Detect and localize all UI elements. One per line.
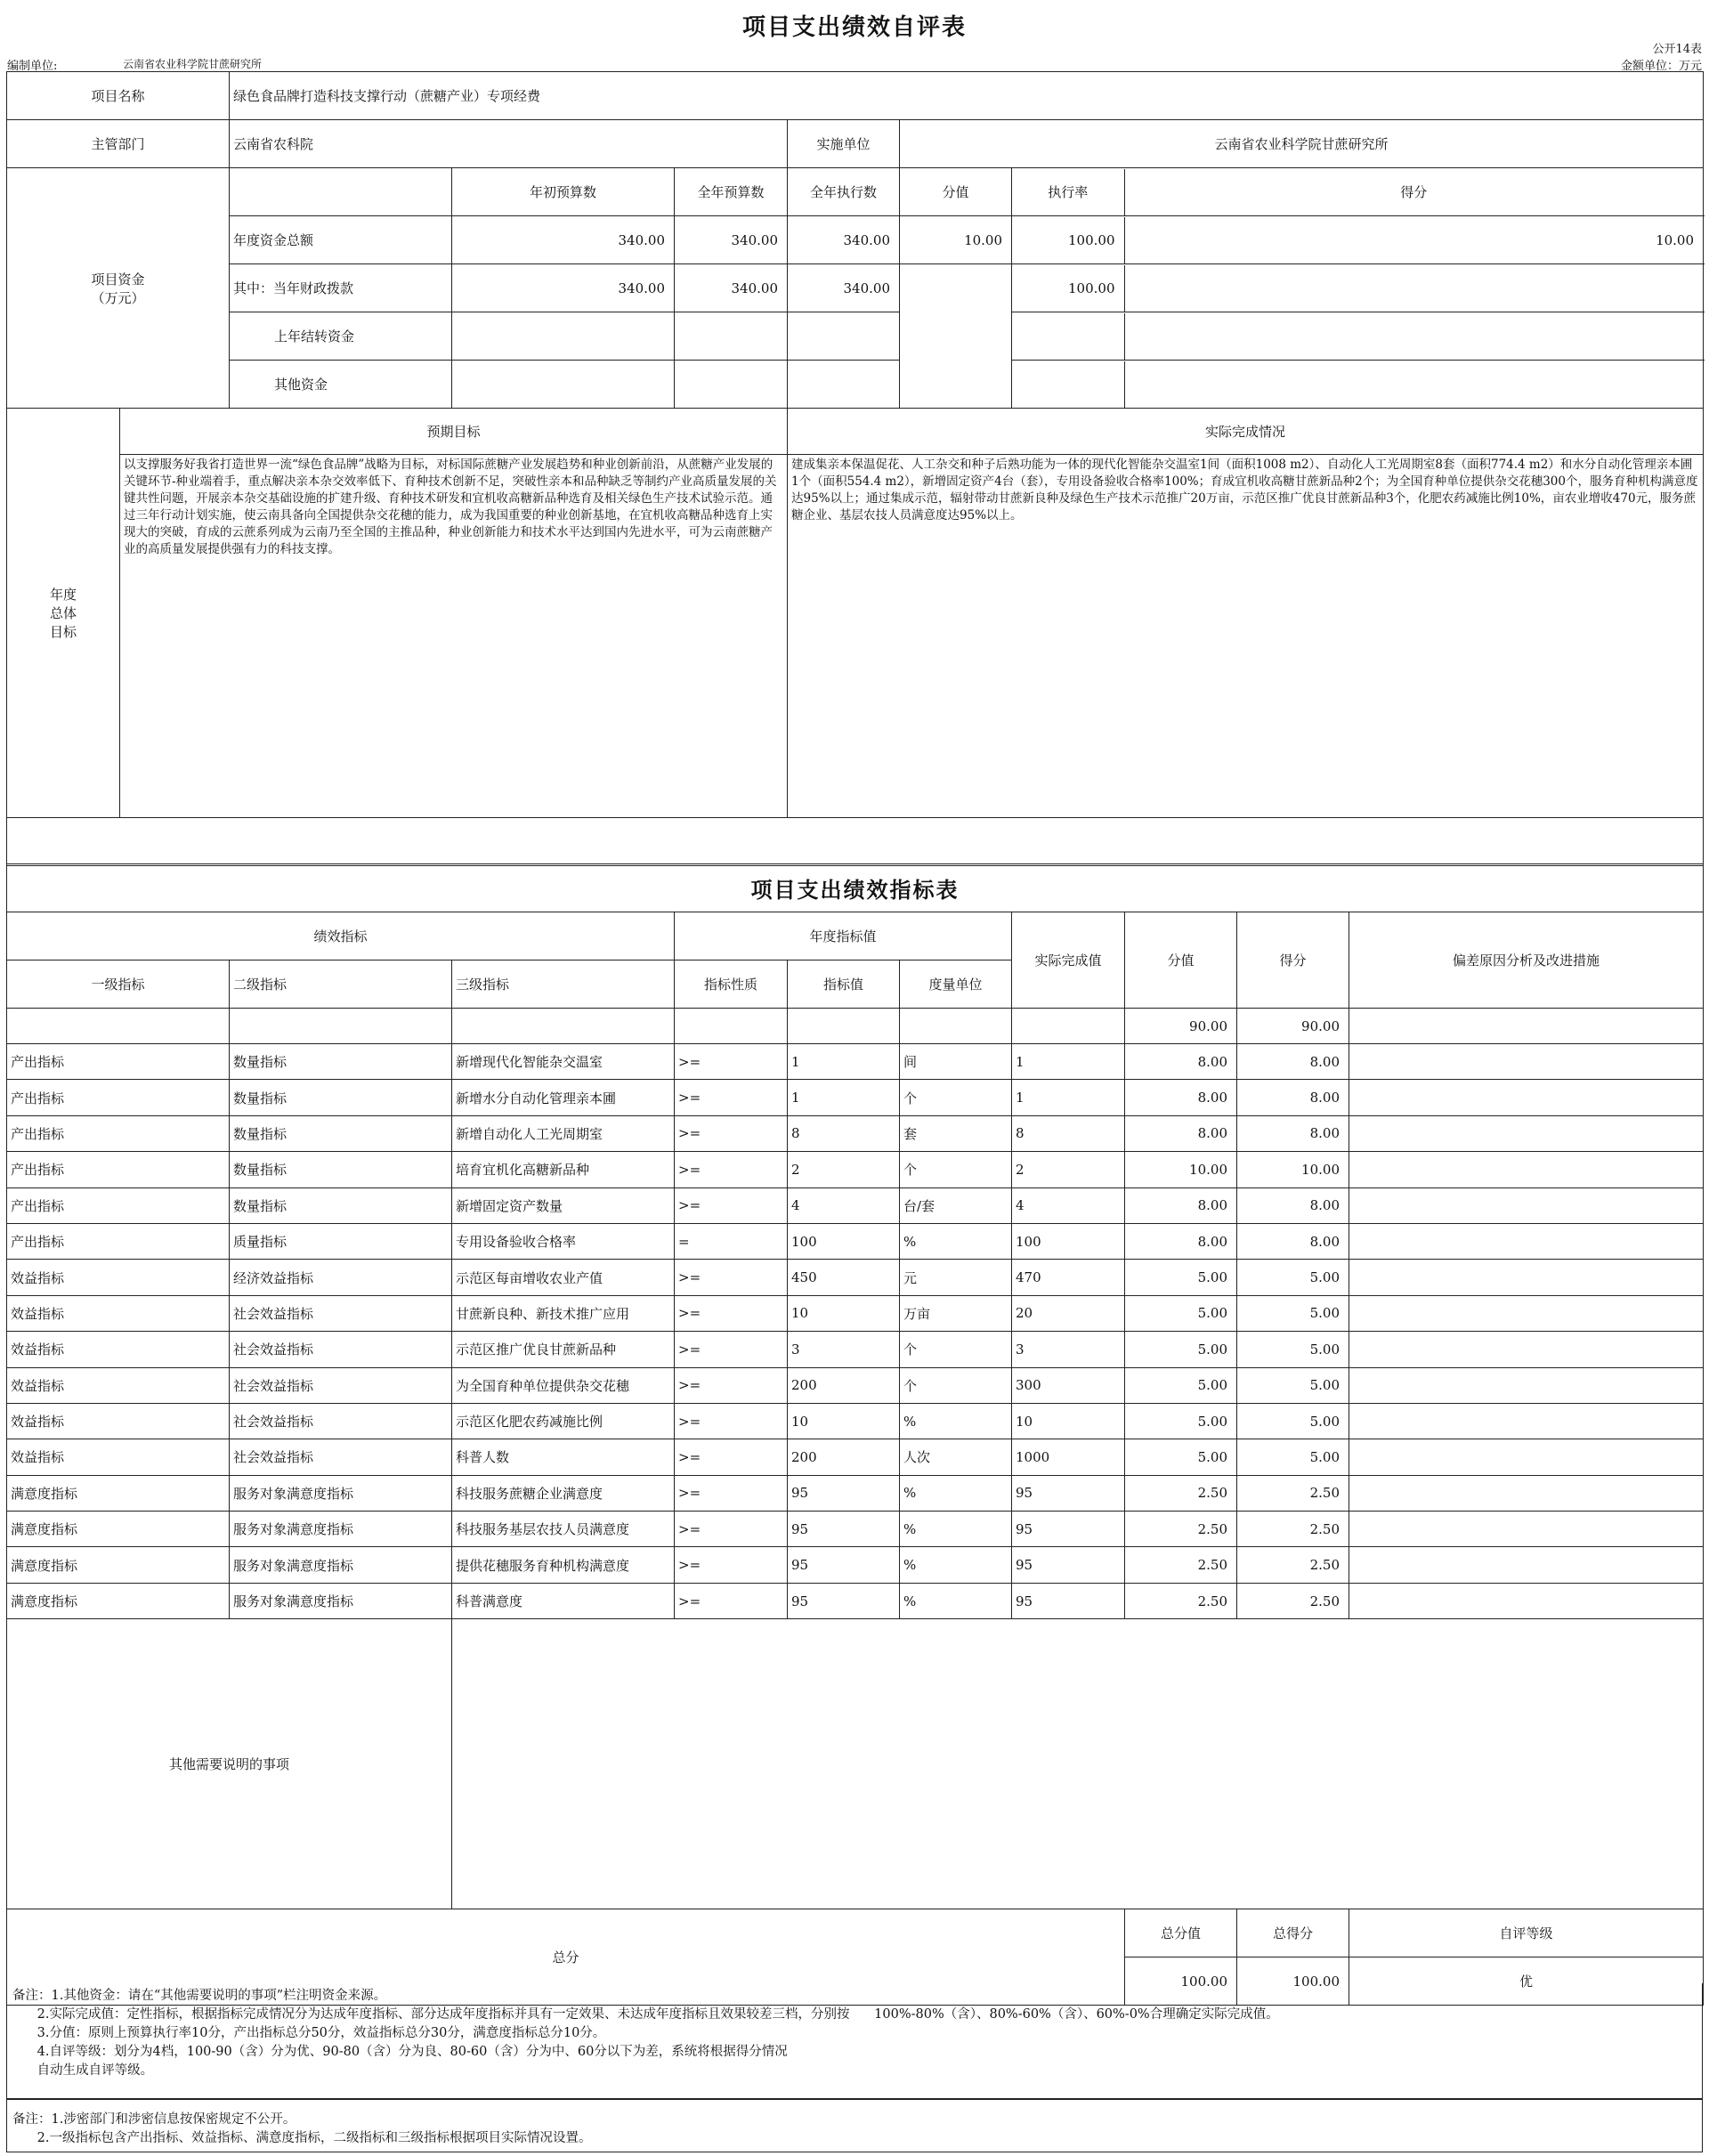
indicator-level2: 数量指标 bbox=[230, 1115, 452, 1151]
funds-annual bbox=[675, 312, 788, 361]
note-line: 自动生成自评等级。 bbox=[12, 2063, 154, 2078]
funds-row-label: 上年结转资金 bbox=[230, 312, 452, 361]
indicator-level2: 经济效益指标 bbox=[230, 1260, 452, 1295]
indicator-target: 95 bbox=[788, 1583, 900, 1618]
indicator-score-value: 2.50 bbox=[1125, 1583, 1237, 1618]
indicator-level3: 科普满意度 bbox=[452, 1583, 675, 1618]
impl-unit-value: 云南省农业科学院甘蔗研究所 bbox=[900, 120, 1704, 168]
indicator-unit: 个 bbox=[900, 1367, 1012, 1403]
indicator-deviation bbox=[1349, 1403, 1704, 1439]
indicator-deviation bbox=[1349, 1439, 1704, 1475]
indicator-score: 5.00 bbox=[1237, 1439, 1349, 1475]
funds-annual: 340.00 bbox=[675, 264, 788, 312]
indicator-actual: 4 bbox=[1012, 1187, 1125, 1223]
funds-initial bbox=[452, 312, 675, 361]
indicator-level3: 科技服务蔗糖企业满意度 bbox=[452, 1475, 675, 1511]
funds-executed bbox=[788, 361, 900, 409]
note-line: 2.一级指标包含产出指标、效益指标、满意度指标，二级指标和三级指标根据项目实际情况设置。 bbox=[12, 2131, 592, 2145]
indicator-level2: 社会效益指标 bbox=[230, 1367, 452, 1403]
header-perf: 绩效指标 bbox=[7, 912, 675, 960]
header-level2: 二级指标 bbox=[230, 960, 452, 1009]
indicator-deviation bbox=[1349, 1332, 1704, 1367]
indicator-score: 5.00 bbox=[1237, 1295, 1349, 1331]
indicator-level3: 示范区推广优良甘蔗新品种 bbox=[452, 1332, 675, 1367]
indicator-deviation bbox=[1349, 1187, 1704, 1223]
header-actual: 实际完成值 bbox=[1012, 912, 1125, 1009]
indicator-score-value: 5.00 bbox=[1125, 1260, 1237, 1295]
total-label: 总分 bbox=[7, 1909, 1125, 2006]
indicator-deviation bbox=[1349, 1547, 1704, 1583]
indicator-level3: 新增固定资产数量 bbox=[452, 1187, 675, 1223]
indicator-level1: 效益指标 bbox=[7, 1332, 230, 1367]
indicator-deviation bbox=[1349, 1260, 1704, 1295]
header-deviation: 偏差原因分析及改进措施 bbox=[1349, 912, 1704, 1009]
header-unit: 度量单位 bbox=[900, 960, 1012, 1009]
indicator-level1: 产出指标 bbox=[7, 1115, 230, 1151]
indicator-score: 2.50 bbox=[1237, 1583, 1349, 1618]
total-value: 100.00 bbox=[1125, 1957, 1237, 2006]
impl-unit-label: 实施单位 bbox=[788, 120, 900, 168]
indicator-score: 5.00 bbox=[1237, 1332, 1349, 1367]
funds-executed: 340.00 bbox=[788, 216, 900, 264]
dept-value: 云南省农科院 bbox=[230, 120, 788, 168]
page-title: 项目支出绩效自评表 bbox=[741, 14, 967, 41]
indicator-deviation bbox=[1349, 1583, 1704, 1618]
indicator-unit: % bbox=[900, 1512, 1012, 1547]
funds-row-total bbox=[7, 216, 1704, 264]
note-line: 4.自评等级：划分为4档，100-90（含）分为优、90-80（含）分为良、80-60（含）分为中、60分以下为差，系统将根据得分情况 bbox=[12, 2045, 788, 2059]
indicator-score-value: 5.00 bbox=[1125, 1295, 1237, 1331]
indicator-level2: 服务对象满意度指标 bbox=[230, 1547, 452, 1583]
header-value: 指标值 bbox=[788, 960, 900, 1009]
indicator-level3: 示范区每亩增收农业产值 bbox=[452, 1260, 675, 1295]
funds-header-score: 得分 bbox=[1400, 184, 1428, 200]
indicator-row bbox=[7, 1367, 1704, 1403]
indicator-row bbox=[7, 1260, 1704, 1295]
indicator-unit: 个 bbox=[900, 1152, 1012, 1187]
indicator-level2: 社会效益指标 bbox=[230, 1439, 452, 1475]
note-line: 2.实际完成值：定性指标，根据指标完成情况分为达成年度指标、部分达成年度指标并具有一定效果、未达成年度指标且效果较差三档，分别按 100%-80%（含）、80%-60%（含）、60%-0%合理确定实际完成值。 bbox=[12, 2007, 1279, 2022]
form-number: 公开14表 bbox=[1652, 43, 1702, 56]
indicator-level1: 满意度指标 bbox=[7, 1475, 230, 1511]
indicator-score-value: 2.50 bbox=[1125, 1512, 1237, 1547]
indicator-score: 2.50 bbox=[1237, 1475, 1349, 1511]
indicator-nature: >= bbox=[675, 1583, 788, 1618]
indicator-level3: 为全国育种单位提供杂交花穗 bbox=[452, 1367, 675, 1403]
indicator-level1: 满意度指标 bbox=[7, 1583, 230, 1618]
indicator-row bbox=[7, 1044, 1704, 1080]
funds-rate bbox=[1012, 313, 1124, 360]
indicator-nature: >= bbox=[675, 1044, 788, 1080]
indicator-score-value: 8.00 bbox=[1125, 1223, 1237, 1259]
blank-spacer-row bbox=[7, 818, 1704, 866]
indicator-level3: 专用设备验收合格率 bbox=[452, 1223, 675, 1259]
indicator-unit: % bbox=[900, 1475, 1012, 1511]
indicator-actual: 2 bbox=[1012, 1152, 1125, 1187]
prep-unit: 云南省农业科学院甘蔗研究所 bbox=[123, 58, 263, 70]
funds-row-carryover bbox=[7, 312, 1704, 361]
indicator-deviation bbox=[1349, 1367, 1704, 1403]
indicator-level2: 数量指标 bbox=[230, 1080, 452, 1115]
indicator-level3: 提供花穗服务育种机构满意度 bbox=[452, 1547, 675, 1583]
indicator-nature: >= bbox=[675, 1332, 788, 1367]
funds-header-initial: 年初预算数 bbox=[452, 168, 675, 216]
indicator-level2: 社会效益指标 bbox=[230, 1403, 452, 1439]
indicator-target: 200 bbox=[788, 1439, 900, 1475]
indicator-score-value: 5.00 bbox=[1125, 1403, 1237, 1439]
indicator-deviation bbox=[1349, 1115, 1704, 1151]
indicator-level3: 科技服务基层农技人员满意度 bbox=[452, 1512, 675, 1547]
indicator-level1: 产出指标 bbox=[7, 1223, 230, 1259]
indicator-unit: 台/套 bbox=[900, 1187, 1012, 1223]
indicator-nature: >= bbox=[675, 1367, 788, 1403]
indicator-level2: 数量指标 bbox=[230, 1187, 452, 1223]
indicator-level3: 新增现代化智能杂交温室 bbox=[452, 1044, 675, 1080]
dept-label: 主管部门 bbox=[7, 120, 230, 168]
indicator-deviation bbox=[1349, 1475, 1704, 1511]
indicator-score-value: 5.00 bbox=[1125, 1332, 1237, 1367]
grade-header: 自评等级 bbox=[1349, 1909, 1704, 1957]
indicator-unit: 人次 bbox=[900, 1439, 1012, 1475]
indicator-deviation bbox=[1349, 1512, 1704, 1547]
indicator-unit: % bbox=[900, 1223, 1012, 1259]
actual-result-text: 建成集亲本保温促花、人工杂交和种子后熟功能为一体的现代化智能杂交温室1间（面积1008 m2）、自动化人工光周期室8套（面积774.4 m2）和水分自动化管理亲本圃1个（面积554.4 m2），新增固定资产4台（套），专用设备验收合格率100%；育成宜机收高糖甘蔗新品种2个；为全国育种单位提供杂交花穗300个，服务育种机构满意度达95%以上；通过集成示范，辐射带动甘蔗新良种及绿色生产技术示范推广20万亩，示范区推广优良甘蔗新品种3个，化肥农药减施比例10%，亩农业增收470元，服务蔗糖企业、基层农技人员满意度达95%以上。 bbox=[788, 455, 1704, 818]
header-level1: 一级指标 bbox=[7, 960, 230, 1009]
indicator-score-value: 8.00 bbox=[1125, 1044, 1237, 1080]
indicator-level2: 服务对象满意度指标 bbox=[230, 1475, 452, 1511]
indicator-actual: 470 bbox=[1012, 1260, 1125, 1295]
indicator-nature: >= bbox=[675, 1439, 788, 1475]
indicator-unit: % bbox=[900, 1547, 1012, 1583]
notes-block-2 bbox=[6, 2099, 1703, 2152]
indicator-unit: % bbox=[900, 1583, 1012, 1618]
indicator-score: 8.00 bbox=[1237, 1080, 1349, 1115]
indicator-level2: 服务对象满意度指标 bbox=[230, 1512, 452, 1547]
funds-executed: 340.00 bbox=[788, 264, 900, 312]
indicator-deviation bbox=[1349, 1223, 1704, 1259]
indicator-level2: 数量指标 bbox=[230, 1152, 452, 1187]
indicator-target: 8 bbox=[788, 1115, 900, 1151]
indicator-actual: 1000 bbox=[1012, 1439, 1125, 1475]
indicator-score-value: 2.50 bbox=[1125, 1475, 1237, 1511]
indicator-target: 4 bbox=[788, 1187, 900, 1223]
indicator-level2: 社会效益指标 bbox=[230, 1295, 452, 1331]
indicator-actual: 95 bbox=[1012, 1512, 1125, 1547]
header-annual: 年度指标值 bbox=[675, 912, 1012, 960]
funds-initial bbox=[452, 361, 675, 409]
indicator-section-title: 项目支出绩效指标表 bbox=[7, 864, 1704, 912]
funds-rate bbox=[1012, 361, 1124, 408]
indicator-unit: % bbox=[900, 1403, 1012, 1439]
notes-block-1 bbox=[6, 1983, 1703, 2099]
indicator-target: 450 bbox=[788, 1260, 900, 1295]
indicator-deviation bbox=[1349, 1080, 1704, 1115]
indicator-actual: 3 bbox=[1012, 1332, 1125, 1367]
indicator-row bbox=[7, 1583, 1704, 1618]
indicator-score: 8.00 bbox=[1237, 1187, 1349, 1223]
indicator-nature: >= bbox=[675, 1152, 788, 1187]
funds-label: 项目资金 （万元） bbox=[7, 168, 230, 409]
indicator-level1: 满意度指标 bbox=[7, 1547, 230, 1583]
funds-header-annual: 全年预算数 bbox=[675, 168, 788, 216]
funds-header-executed: 全年执行数 bbox=[788, 168, 900, 216]
indicator-unit: 个 bbox=[900, 1332, 1012, 1367]
indicator-score-value: 10.00 bbox=[1125, 1152, 1237, 1187]
indicator-unit: 元 bbox=[900, 1260, 1012, 1295]
goals-label: 年度 总体 目标 bbox=[7, 409, 120, 818]
header-score-value: 分值 bbox=[1125, 912, 1237, 1009]
indicator-score-value: 5.00 bbox=[1125, 1439, 1237, 1475]
indicator-level1: 产出指标 bbox=[7, 1080, 230, 1115]
indicator-level3: 培育宜机化高糖新品种 bbox=[452, 1152, 675, 1187]
amount-unit: 金额单位：万元 bbox=[1620, 60, 1702, 73]
indicator-level1: 效益指标 bbox=[7, 1403, 230, 1439]
indicator-level2: 服务对象满意度指标 bbox=[230, 1583, 452, 1618]
indicator-actual: 20 bbox=[1012, 1295, 1125, 1331]
indicator-actual: 8 bbox=[1012, 1115, 1125, 1151]
expected-goal-text: 以支撑服务好我省打造世界一流“绿色食品牌”战略为目标，对标国际蔗糖产业发展趋势和种业创新前沿，从蔗糖产业发展的关键环节-种业端着手，重点解决亲本杂交效率低下、育种技术创新不足，突破性亲本和品种缺乏等制约产业高质量发展的关键共性问题，开展亲本杂交基础设施的扩建升级、育种技术研发和宜机收高糖新品种选育及相关绿色生产技术试验示范。通过三年行动计划实施，使云南具备向全国提供杂交花穗的能力，成为我国重要的种业创新基地，在宜机收高糖品种选育上实现大的突破，育成的云蔗系列成为云南乃至全国的主推品种，种业创新能力和技术水平达到国内先进水平，可为云南蔗糖产业的高质量发展提供强有力的科技支撑。 bbox=[120, 455, 788, 818]
funds-row-label: 其中：当年财政拨款 bbox=[230, 264, 452, 312]
indicator-level1: 效益指标 bbox=[7, 1367, 230, 1403]
indicator-level3: 新增自动化人工光周期室 bbox=[452, 1115, 675, 1151]
funds-header-rate: 执行率 bbox=[1012, 169, 1124, 215]
indicator-unit: 套 bbox=[900, 1115, 1012, 1151]
indicator-actual: 95 bbox=[1012, 1583, 1125, 1618]
indicator-level1: 效益指标 bbox=[7, 1439, 230, 1475]
indicator-table bbox=[6, 863, 1704, 2006]
indicator-nature: >= bbox=[675, 1403, 788, 1439]
indicator-target: 1 bbox=[788, 1044, 900, 1080]
indicator-row bbox=[7, 1187, 1704, 1223]
indicator-score: 2.50 bbox=[1237, 1512, 1349, 1547]
indicator-row bbox=[7, 1332, 1704, 1367]
funds-score-value: 10.00 bbox=[900, 216, 1012, 264]
indicator-level2: 质量指标 bbox=[230, 1223, 452, 1259]
indicator-row bbox=[7, 1475, 1704, 1511]
indicator-actual: 95 bbox=[1012, 1547, 1125, 1583]
indicator-score-value: 8.00 bbox=[1125, 1115, 1237, 1151]
total-score-header: 总得分 bbox=[1237, 1909, 1349, 1957]
indicator-rows bbox=[7, 1044, 1704, 1619]
indicator-actual: 95 bbox=[1012, 1475, 1125, 1511]
other-matters-label: 其他需要说明的事项 bbox=[7, 1619, 452, 1909]
indicator-nature: >= bbox=[675, 1512, 788, 1547]
funds-row-label: 年度资金总额 bbox=[230, 216, 452, 264]
indicator-score-value: 8.00 bbox=[1125, 1080, 1237, 1115]
indicator-nature: >= bbox=[675, 1080, 788, 1115]
indicator-row bbox=[7, 1547, 1704, 1583]
funds-initial: 340.00 bbox=[452, 264, 675, 312]
funds-rate: 100.00 bbox=[1012, 217, 1124, 263]
note-line: 备注：1.涉密部门和涉密信息按保密规定不公开。 bbox=[12, 2112, 296, 2127]
header-nature: 指标性质 bbox=[675, 960, 788, 1009]
header-score: 得分 bbox=[1237, 912, 1349, 1009]
indicator-deviation bbox=[1349, 1044, 1704, 1080]
note-line: 备注：1.其他资金：请在“其他需要说明的事项”栏注明资金来源。 bbox=[12, 1989, 387, 2003]
indicator-target: 95 bbox=[788, 1547, 900, 1583]
indicator-score: 5.00 bbox=[1237, 1367, 1349, 1403]
note-line: 3.分值：原则上预算执行率10分，产出指标总分50分，效益指标总分30分，满意度指标总分10分。 bbox=[12, 2026, 606, 2040]
indicator-level1: 满意度指标 bbox=[7, 1512, 230, 1547]
indicator-level3: 甘蔗新良种、新技术推广应用 bbox=[452, 1295, 675, 1331]
indicator-level2: 社会效益指标 bbox=[230, 1332, 452, 1367]
indicator-level1: 产出指标 bbox=[7, 1044, 230, 1080]
indicator-nature: >= bbox=[675, 1260, 788, 1295]
project-info-table bbox=[6, 71, 1704, 866]
expected-goal-header: 预期目标 bbox=[120, 409, 788, 455]
indicator-row bbox=[7, 1080, 1704, 1115]
indicator-target: 2 bbox=[788, 1152, 900, 1187]
prep-unit-label: 编制单位: bbox=[7, 60, 58, 73]
indicator-level1: 效益指标 bbox=[7, 1260, 230, 1295]
indicator-unit: 个 bbox=[900, 1080, 1012, 1115]
grade-value: 优 bbox=[1349, 1957, 1704, 2006]
indicator-deviation bbox=[1349, 1295, 1704, 1331]
indicator-target: 95 bbox=[788, 1512, 900, 1547]
header-level3: 三级指标 bbox=[452, 960, 675, 1009]
indicator-row bbox=[7, 1295, 1704, 1331]
indicator-level2: 数量指标 bbox=[230, 1044, 452, 1080]
indicator-row bbox=[7, 1152, 1704, 1187]
indicator-nature: >= bbox=[675, 1547, 788, 1583]
indicator-actual: 1 bbox=[1012, 1044, 1125, 1080]
indicator-score-value: 2.50 bbox=[1125, 1547, 1237, 1583]
indicator-target: 200 bbox=[788, 1367, 900, 1403]
indicator-level1: 产出指标 bbox=[7, 1187, 230, 1223]
indicator-score-value: 5.00 bbox=[1125, 1367, 1237, 1403]
indicator-row bbox=[7, 1115, 1704, 1151]
funds-score-value-blank bbox=[900, 264, 1012, 409]
funds-initial: 340.00 bbox=[452, 216, 675, 264]
indicator-actual: 1 bbox=[1012, 1080, 1125, 1115]
funds-score: 10.00 bbox=[1656, 231, 1695, 248]
indicator-score-value: 8.00 bbox=[1125, 1187, 1237, 1223]
funds-header-score-value: 分值 bbox=[900, 168, 1012, 216]
indicator-nature: >= bbox=[675, 1187, 788, 1223]
indicator-score: 8.00 bbox=[1237, 1223, 1349, 1259]
indicator-actual: 100 bbox=[1012, 1223, 1125, 1259]
indicator-score: 8.00 bbox=[1237, 1044, 1349, 1080]
indicator-unit: 万亩 bbox=[900, 1295, 1012, 1331]
total-value-header: 总分值 bbox=[1125, 1909, 1237, 1957]
indicator-score: 2.50 bbox=[1237, 1547, 1349, 1583]
other-matters-value bbox=[452, 1619, 1704, 1909]
indicator-row bbox=[7, 1512, 1704, 1547]
funds-score bbox=[1124, 361, 1703, 408]
indicator-nature: = bbox=[675, 1223, 788, 1259]
indicator-level1: 效益指标 bbox=[7, 1295, 230, 1331]
funds-rate: 100.00 bbox=[1012, 265, 1124, 312]
indicator-level1: 产出指标 bbox=[7, 1152, 230, 1187]
indicator-score: 5.00 bbox=[1237, 1260, 1349, 1295]
total-score: 100.00 bbox=[1237, 1957, 1349, 2006]
indicator-nature: >= bbox=[675, 1295, 788, 1331]
indicator-target: 10 bbox=[788, 1295, 900, 1331]
indicator-row bbox=[7, 1223, 1704, 1259]
subtotal-score: 90.00 bbox=[1237, 1009, 1349, 1044]
funds-executed bbox=[788, 312, 900, 361]
indicator-target: 1 bbox=[788, 1080, 900, 1115]
indicator-level3: 新增水分自动化管理亲本圃 bbox=[452, 1080, 675, 1115]
indicator-level3: 示范区化肥农药减施比例 bbox=[452, 1403, 675, 1439]
indicator-target: 95 bbox=[788, 1475, 900, 1511]
indicator-nature: >= bbox=[675, 1475, 788, 1511]
funds-row-fiscal bbox=[7, 264, 1704, 312]
indicator-level3: 科普人数 bbox=[452, 1439, 675, 1475]
indicator-target: 10 bbox=[788, 1403, 900, 1439]
funds-annual: 340.00 bbox=[675, 216, 788, 264]
project-name-value: 绿色食品牌打造科技支撑行动（蔗糖产业）专项经费 bbox=[230, 72, 1704, 120]
funds-row-label: 其他资金 bbox=[230, 361, 452, 409]
funds-annual bbox=[675, 361, 788, 409]
funds-row-other bbox=[7, 361, 1704, 409]
indicator-deviation bbox=[1349, 1152, 1704, 1187]
subtotal-score-value: 90.00 bbox=[1125, 1009, 1237, 1044]
indicator-nature: >= bbox=[675, 1115, 788, 1151]
indicator-score: 5.00 bbox=[1237, 1403, 1349, 1439]
indicator-target: 3 bbox=[788, 1332, 900, 1367]
indicator-actual: 10 bbox=[1012, 1403, 1125, 1439]
project-name-label: 项目名称 bbox=[7, 72, 230, 120]
indicator-score: 10.00 bbox=[1237, 1152, 1349, 1187]
indicator-row bbox=[7, 1439, 1704, 1475]
subtotal-row bbox=[7, 1009, 1704, 1044]
funds-score bbox=[1124, 265, 1703, 312]
indicator-score: 8.00 bbox=[1237, 1115, 1349, 1151]
actual-result-header: 实际完成情况 bbox=[788, 409, 1704, 455]
indicator-unit: 间 bbox=[900, 1044, 1012, 1080]
indicator-actual: 300 bbox=[1012, 1367, 1125, 1403]
indicator-row bbox=[7, 1403, 1704, 1439]
indicator-target: 100 bbox=[788, 1223, 900, 1259]
funds-score bbox=[1124, 313, 1703, 360]
